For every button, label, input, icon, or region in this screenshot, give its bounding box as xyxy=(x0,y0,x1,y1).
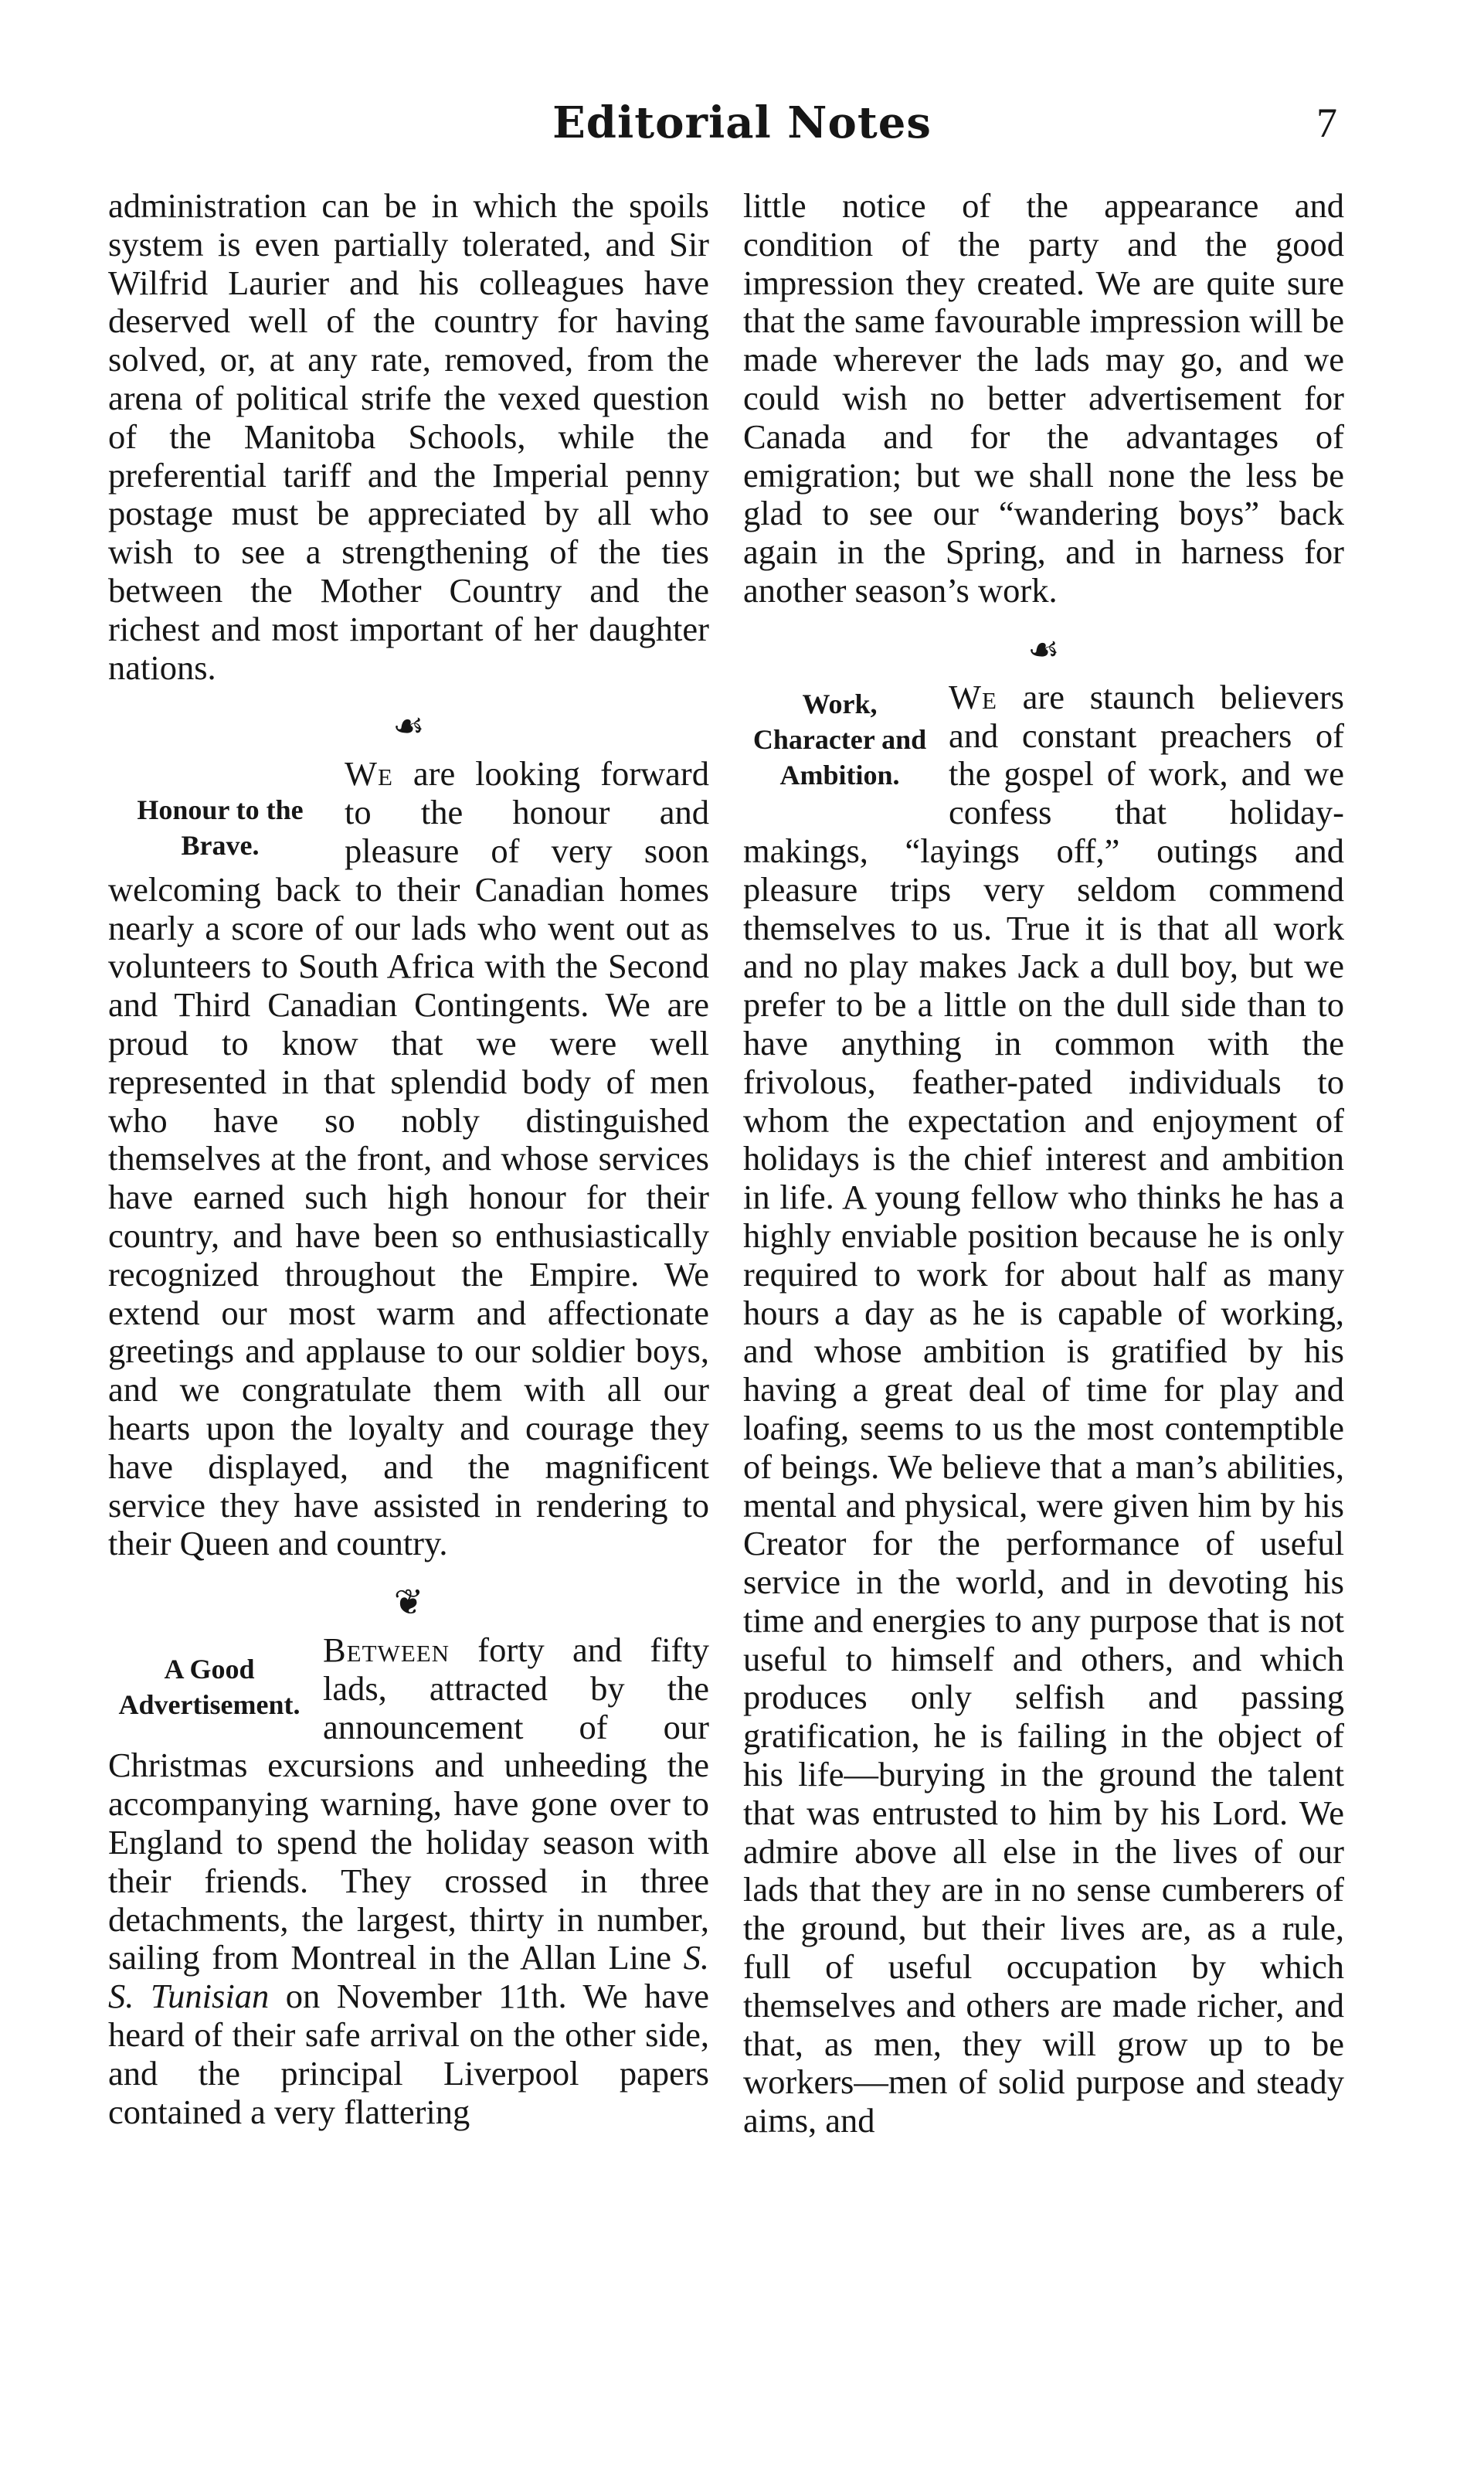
fleuron-ornament-icon: ☙ xyxy=(392,705,425,747)
paragraph-work xyxy=(743,678,1344,2140)
paragraph-lead-word: Between xyxy=(323,1630,450,1670)
right-column xyxy=(743,187,1344,2140)
paragraph-text: on November 11th. We have heard of their safe arrival on the other side, and the principal Liverpool papers contained a very flattering xyxy=(108,1977,710,2131)
fleuron-ornament-icon: ❦ xyxy=(393,1581,424,1624)
paragraph-text: are staunch believers and constant preachers of the gospel of work, and we confess that holiday-makings, “layings off,” outings and pleasure trips very seldom commend themselves to us. True it is that all work and no play makes Jack a dull boy, but we prefer to be a little on the dull side than to have anything in common with the frivolous, feather-pated individuals to whom the expectation and enjoyment of holidays is the chief interest and ambition in life. A young fellow who thinks he has a highly enviable position because he is only required to work for about half as many hours a day as he is capable of working, and whose ambition is gratified by his having a great deal of time for play and loafing, seems to us the most contemptible of beings. We believe that a man’s abilities, mental and physical, were given him by his Creator for the performance of useful service in the world, and in devoting his time and energies to any purpose that is not useful to himself and others, and which produces only selfish and passing gratification, he is failing in the object of his life—burying in the ground the talent that was entrusted to him by his Lord. We admire above all else in the lives of our lads that they are in no sense cumberers of the ground, but their lives are, as a rule, full of useful occupation by which themselves and others are made richer, and that, as men, they will grow up to be workers—men of solid purpose and steady aims, and xyxy=(743,677,1344,2140)
paragraph-text: are looking forward to the honour and pleasure of very soon welcoming back to their Canadian homes nearly a score of our lads who went out as volunteers to South Africa with the Second and Third Canadian Contingents. We are proud to know that we were well represented in that splendid body of men who have so nobly distinguished themselves at the front, and whose services have earned such high honour for their country, and have been so enthusiastically recognized throughout the Empire. We extend our most warm and affectionate greetings and applause to our soldier boys, and we congratulate them with all our hearts upon the loyalty and courage they have displayed, and the magnificent service they have assisted in rendering to their Queen and country. xyxy=(108,754,709,1563)
running-head xyxy=(0,97,1484,159)
side-heading-work: Work, Character and Ambition. xyxy=(752,688,927,790)
paragraph-lead-word: We xyxy=(345,754,393,794)
paragraph-lead-word: We xyxy=(949,677,997,716)
paragraph-text: forty and fifty lads, attracted by the announcement of our Christmas excursions and unheeding the accompanying warning, have gone over to England to spend the holiday season with their friends. They crossed in three detachments, the largest, thirty in number, sailing from Montreal in the Allan Line xyxy=(108,1630,709,1977)
continued-paragraph: little notice of the appearance and condition of the party and the good impression they created. We are quite sure that the same favourable impression will be made wherever the lads may go, and we could wish no better advertisement for Canada and for the advantages of emigration; but we shall none the less be glad to see our “wandering boys” back again in the Spring, and in harness for another season’s work. xyxy=(743,186,1344,610)
side-heading-advertisement: A Good Advertisement. xyxy=(118,1654,301,1721)
ship-name: S. S. Tunisian xyxy=(108,1938,709,2016)
fleuron-ornament-icon: ☙ xyxy=(1027,627,1060,670)
left-column xyxy=(108,187,709,2131)
side-heading-honour: Honour to the Brave. xyxy=(137,794,304,862)
page-number: 7 xyxy=(1316,100,1337,146)
paragraph-honour xyxy=(108,755,709,1563)
continued-paragraph: administration can be in which the spoils system is even partially tolerated, and Sir Wilfrid Laurier and his colleagues have deserved well of the country for having solved, or, at any rate, removed, from the arena of political strife the vexed question of the Manitoba Schools, while the preferential tariff and the Imperial penny postage must be appreciated by all who wish to see a strengthening of the ties between the Mother Country and the richest and most important of her daughter nations. xyxy=(108,186,709,687)
page-title: Editorial Notes xyxy=(552,97,932,148)
